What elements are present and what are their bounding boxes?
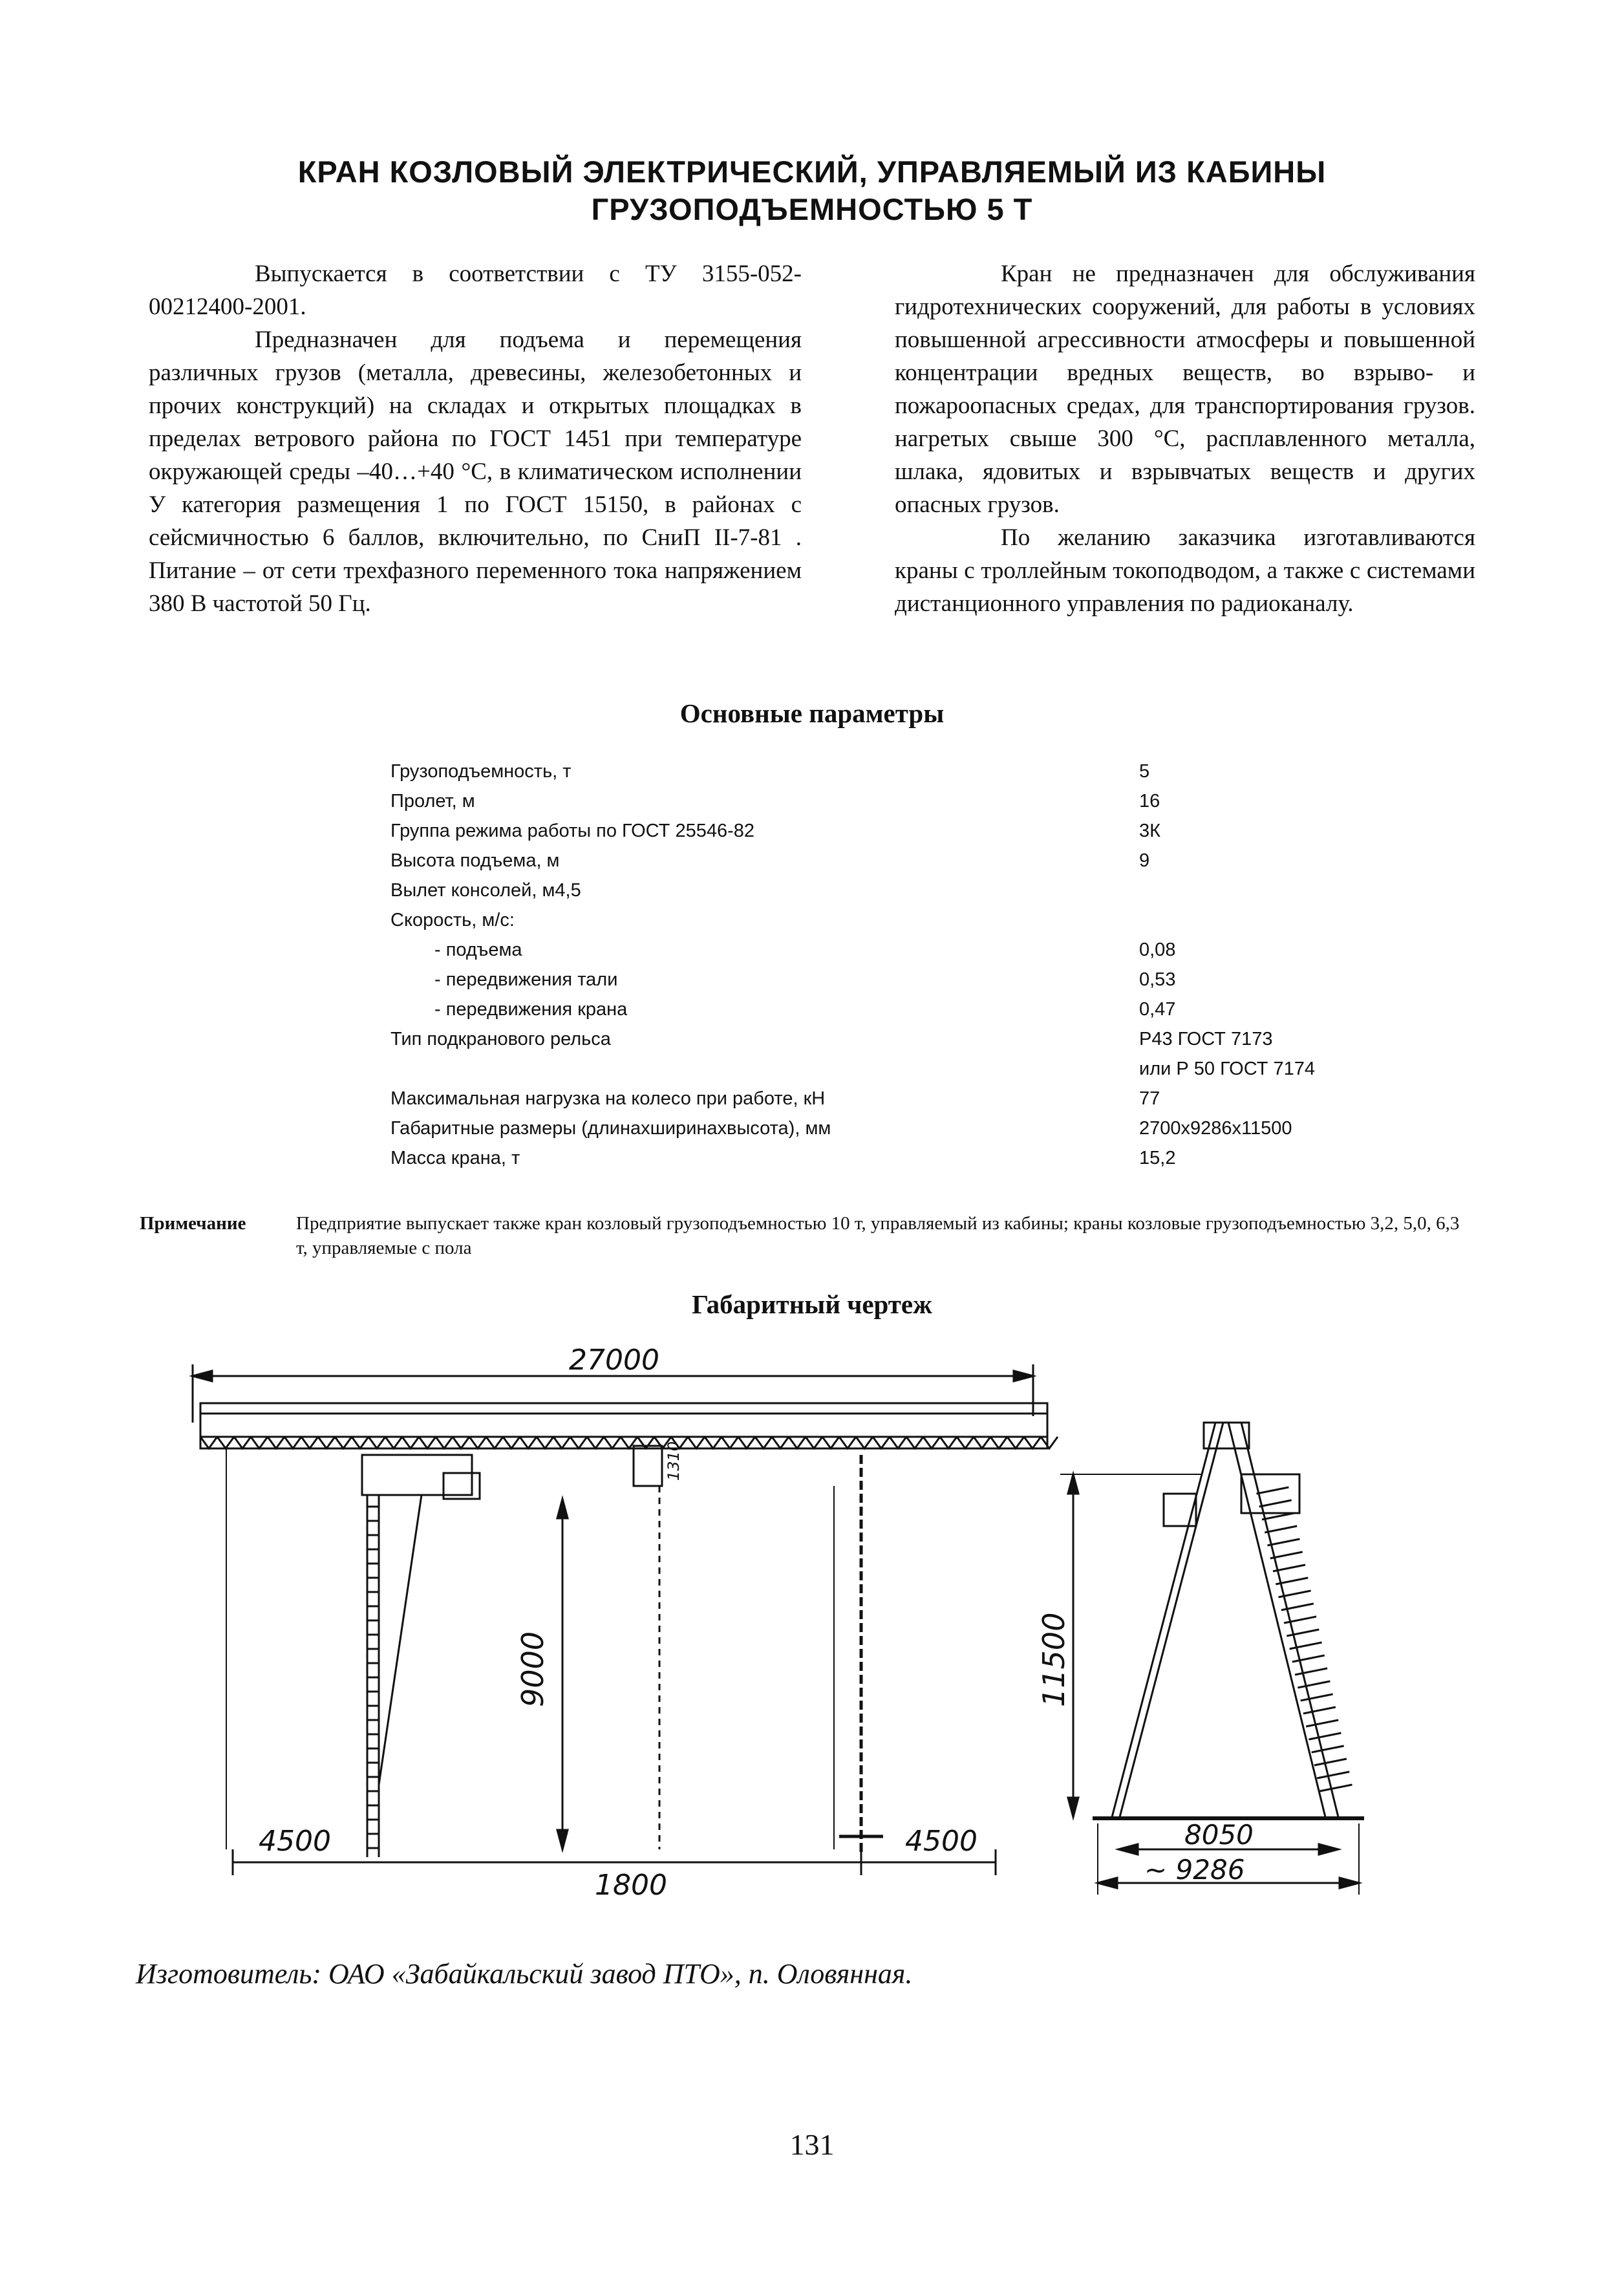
param-row (390, 1088, 1360, 1118)
dim-left-console: 4500 (259, 1825, 331, 1858)
note-label: Примечание (140, 1213, 246, 1234)
dim-width: ~ 9286 (1144, 1854, 1245, 1886)
param-row (390, 1118, 1360, 1148)
arrow-icon (1319, 1844, 1338, 1855)
params-table (390, 761, 1360, 1178)
param-label: Скорость, м/с: (390, 910, 515, 930)
param-label: Габаритные размеры (длинахширинахвысота), мм (390, 1118, 831, 1139)
side-leg-left (1112, 1423, 1215, 1817)
param-row (390, 999, 1360, 1029)
param-row (390, 1059, 1360, 1088)
param-label: Тип подкранового рельса (390, 1029, 611, 1049)
arrow-icon (557, 1499, 568, 1518)
arrow-icon (1098, 1878, 1117, 1888)
dim-total-length: 27000 (569, 1345, 659, 1377)
param-value: Р43 ГОСТ 7173 (1139, 1029, 1273, 1049)
param-value: или Р 50 ГОСТ 7174 (1139, 1059, 1315, 1079)
side-cabin-left (1164, 1494, 1196, 1526)
manufacturer: Изготовитель: ОАО «Забайкальский завод ПТО», п. Оловянная. (136, 1958, 913, 1990)
arrow-icon (1068, 1474, 1078, 1494)
param-label: Масса крана, т (390, 1148, 520, 1168)
cabin (362, 1455, 472, 1495)
right-paragraph-1: Кран не предназначен для обслуживания гидротехнических сооружений, для работы в условиях повышенной агрессивности атмосферы и повышенной концентрации вредных веществ, во взрыво- и пожароопасных средах, для транспортирования грузов. нагретых свыше 300 °С, расплавленного металла, шлака, ядовитых и взрывчатых веществ и других опасных грузов. (895, 261, 1475, 518)
param-row (390, 880, 1360, 910)
param-row (390, 791, 1360, 821)
param-value: 5 (1139, 761, 1150, 782)
param-value: 0,53 (1139, 969, 1176, 990)
girder-truss (200, 1437, 1058, 1448)
param-row (390, 940, 1360, 969)
param-value: 2700х9286х11500 (1139, 1118, 1292, 1139)
param-label: Максимальная нагрузка на колесо при работе, кН (390, 1088, 826, 1109)
page-title-line2: ГРУЗОПОДЪЕМНОСТЬЮ 5 Т (591, 192, 1033, 226)
page-number: 131 (789, 2128, 835, 2161)
left-paragraph-1: Выпускается в соответствии с ТУ 3155-052-00212400-2001. (149, 261, 802, 320)
side-leg-right (1228, 1423, 1325, 1817)
dim-span: 1800 (595, 1869, 667, 1901)
leg-brace (379, 1495, 422, 1785)
dim-right-console: 4500 (905, 1825, 978, 1858)
param-value: 16 (1139, 791, 1160, 812)
param-label: - подъема (434, 940, 522, 960)
param-row (390, 821, 1360, 850)
right-column (895, 257, 1475, 620)
drawing-heading: Габаритный чертеж (692, 1289, 932, 1319)
dim-small: 1310 (665, 1441, 683, 1481)
param-label: Грузоподъемность, т (390, 761, 572, 782)
arrow-icon (193, 1371, 212, 1381)
dim-lift-height: 9000 (515, 1631, 550, 1707)
hoist-trolley (634, 1446, 662, 1486)
param-row (390, 910, 1360, 940)
param-value: 15,2 (1139, 1148, 1176, 1168)
param-value: 77 (1139, 1088, 1160, 1109)
param-row (390, 850, 1360, 880)
side-leg-right (1241, 1423, 1338, 1817)
arrow-icon (1014, 1371, 1033, 1381)
dim-height: 11500 (1036, 1612, 1071, 1707)
arrow-icon (557, 1830, 568, 1849)
side-ladder (1256, 1487, 1352, 1791)
dim-base: 8050 (1184, 1819, 1254, 1851)
leg-ladder (367, 1507, 379, 1848)
params-heading: Основные параметры (679, 698, 945, 728)
param-label: Группа режима работы по ГОСТ 25546-82 (390, 821, 754, 841)
param-label: Пролет, м (390, 791, 475, 812)
dimension-drawing (181, 1345, 1422, 1901)
page-title-line1: КРАН КОЗЛОВЫЙ ЭЛЕКТРИЧЕСКИЙ, УПРАВЛЯЕМЫЙ ИЗ КАБИНЫ (297, 155, 1327, 189)
param-label: Вылет консолей, м4,5 (390, 880, 581, 901)
param-label: Высота подъема, м (390, 850, 560, 871)
param-value: 3К (1139, 821, 1161, 841)
param-value: 0,47 (1139, 999, 1176, 1020)
param-label: - передвижения крана (434, 999, 628, 1020)
param-value: 0,08 (1139, 940, 1176, 960)
side-leg-left (1120, 1423, 1223, 1817)
param-row (390, 761, 1360, 791)
arrow-icon (1340, 1878, 1359, 1888)
left-paragraph-2: Предназначен для подъема и перемещения различных грузов (металла, древесины, железобетонных и прочих конструкций) на складах и открытых площадках в пределах ветрового района по ГОСТ 1451 при температуре окружающей среды –40…+40 °С, в климатическом исполнении У категория размещения 1 по ГОСТ 15150, в районах с сейсмичностью 6 баллов, включительно, по СниП II-7-81 . Питание – от сети трехфазного переменного тока напряжением 380 В частотой 50 Гц. (149, 327, 802, 617)
note-text: Предприятие выпускает также кран козловый грузоподъемностью 10 т, управляемый из кабины; краны козловые грузоподъемностью 3,2, 5,0, 6,3 т, управляемые с пола (296, 1213, 1460, 1258)
param-row (390, 969, 1360, 999)
left-column (149, 257, 802, 620)
param-label: - передвижения тали (434, 969, 618, 990)
param-row (390, 1029, 1360, 1059)
arrow-icon (1118, 1844, 1138, 1855)
param-value: 9 (1139, 850, 1150, 871)
arrow-icon (1068, 1798, 1078, 1817)
param-row (390, 1148, 1360, 1178)
right-paragraph-2: По желанию заказчика изготавливаются краны с троллейным токоподводом, а также с системами дистанционного управления по радиоканалу. (895, 524, 1475, 617)
